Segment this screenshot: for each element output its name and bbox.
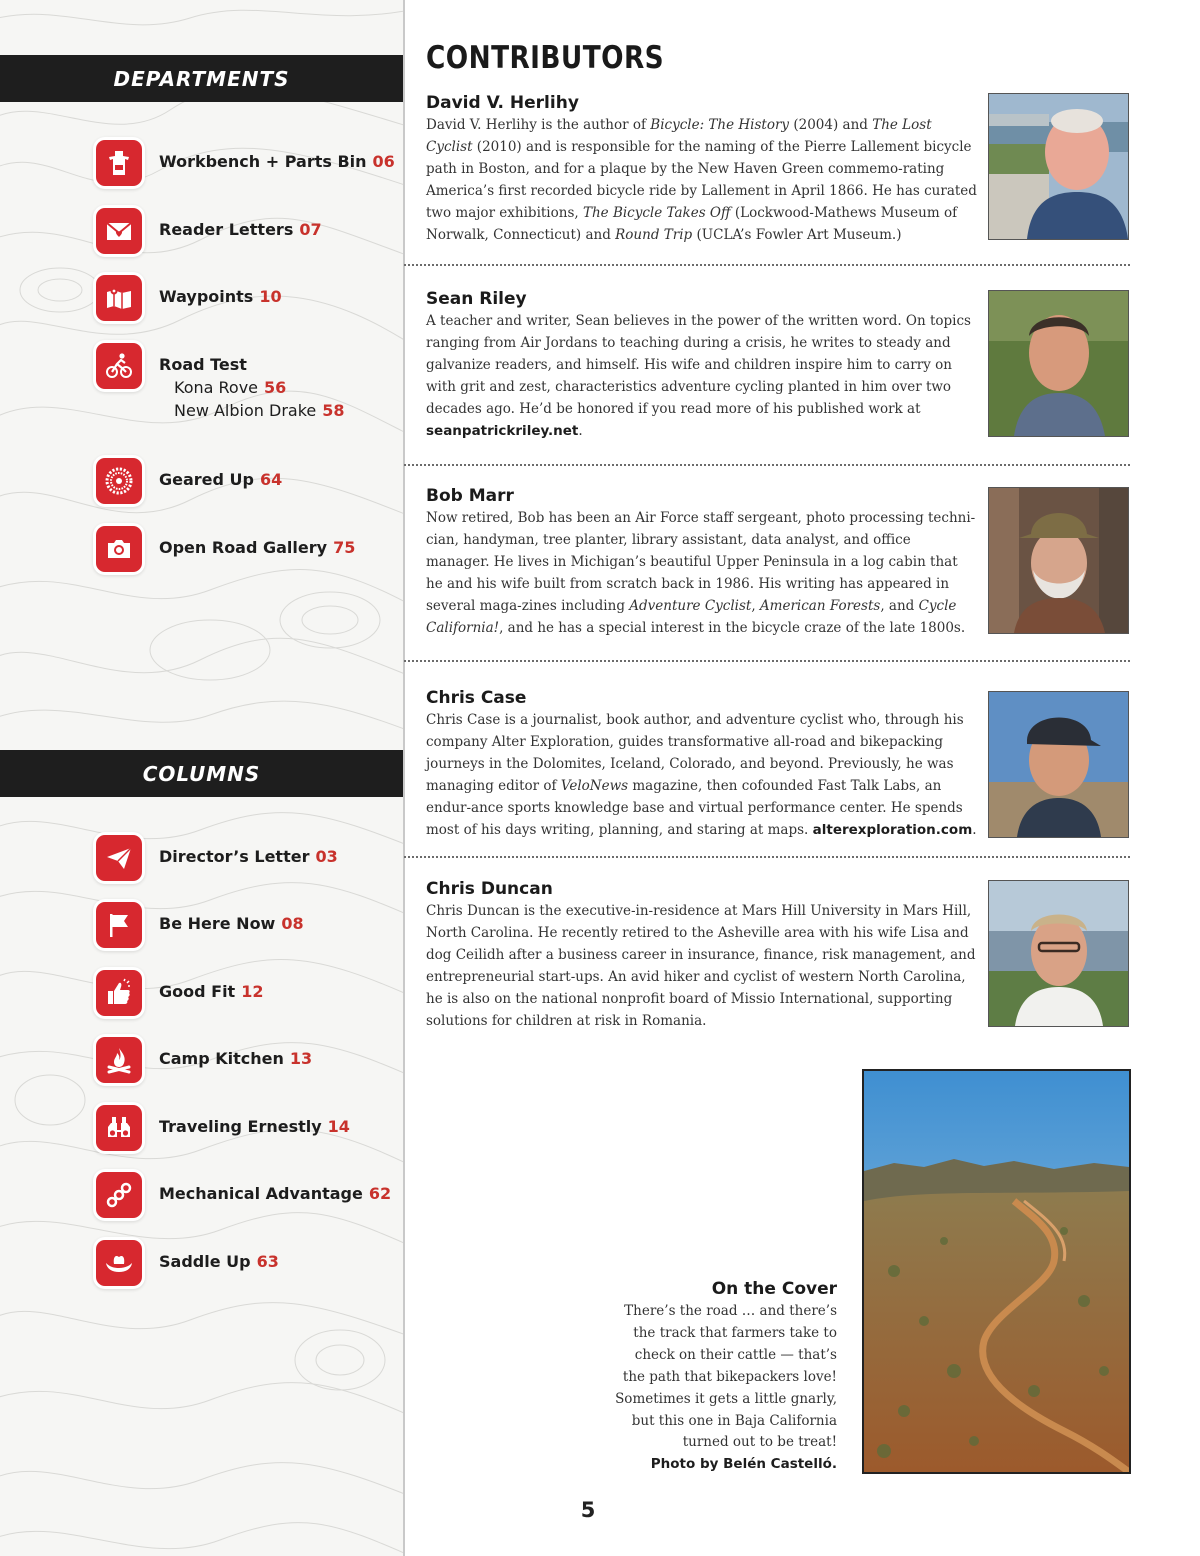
column-label: Saddle Up — [159, 1252, 251, 1271]
contributor-bio — [426, 901, 978, 1032]
column-page: 03 — [315, 847, 338, 866]
department-page: 64 — [260, 470, 283, 489]
subitem-label: Kona Rove — [174, 378, 259, 397]
cover-photo-credit: Photo by Belén Castelló. — [650, 1456, 837, 1473]
column-page: 14 — [327, 1117, 350, 1136]
column-item-mechanical-advantage[interactable] — [96, 1172, 391, 1218]
camera-icon — [96, 526, 142, 572]
contributor-bio — [426, 115, 978, 246]
subitem-page: 58 — [322, 401, 345, 420]
bio-text: , and — [880, 597, 919, 614]
contributor-photo-riley — [988, 290, 1129, 437]
cover-title: On the Cover — [711, 1279, 837, 1299]
bio-text: (2010) and is responsible for the naming of the Pierre Lallement bicycle path in Boston, and for a plaque by the New Haven Green commemo-rating America’s first recorded bicycle ride by Lallement in April 1866. He has curated two major exhibitions, — [426, 138, 977, 221]
binoculars-icon — [96, 1105, 142, 1151]
page-number: 5 — [580, 1498, 596, 1522]
column-label: Traveling Ernestly — [159, 1117, 322, 1136]
column-page: 63 — [256, 1252, 279, 1271]
bio-title: The Lost Cyclist — [426, 117, 932, 155]
apron-icon — [96, 140, 142, 186]
cover-caption-line: check on their cattle — that’s — [634, 1346, 837, 1363]
divider — [404, 264, 1130, 266]
column-label: Be Here Now — [159, 914, 276, 933]
column-page: 62 — [368, 1184, 392, 1203]
subitem-page: 56 — [264, 378, 287, 397]
subitem-label: New Albion Drake — [174, 401, 317, 420]
campfire-icon — [96, 1037, 142, 1083]
departments-title: DEPARTMENTS — [113, 66, 290, 91]
contributor-photo-herlihy — [988, 93, 1129, 240]
department-label: Workbench + Parts Bin — [159, 152, 367, 171]
department-page: 10 — [259, 287, 282, 306]
department-item-reader-letters[interactable] — [96, 208, 322, 254]
columns-header — [0, 750, 403, 797]
department-page: 75 — [333, 538, 356, 557]
bio-text: , and he has a special interest in the bicycle craze of the late 1800s. — [499, 619, 966, 636]
divider — [404, 856, 1130, 858]
bio-title: Bicycle: The History — [650, 117, 790, 133]
thumbs-up-icon — [96, 970, 142, 1016]
contributor-photo-marr — [988, 487, 1129, 634]
contributor-name: Chris Duncan — [426, 879, 553, 899]
sidebar — [0, 0, 405, 1556]
cyclist-icon — [96, 343, 142, 389]
department-item-workbench[interactable] — [96, 140, 395, 186]
cover-caption-line: There’s the road … and there’s — [624, 1303, 837, 1319]
envelope-icon — [96, 208, 142, 254]
column-label: Director’s Letter — [159, 847, 310, 866]
cover-caption-line: the track that farmers take to — [633, 1324, 837, 1341]
column-item-directors-letter[interactable] — [96, 835, 338, 881]
bio-title: Round Trip — [615, 226, 693, 243]
department-page: 07 — [299, 220, 322, 239]
bio-text: (Lockwood-Mathews Museum of Norwalk, Connecticut) and — [426, 204, 958, 243]
bio-link: alterexploration.com — [812, 821, 973, 838]
department-item-open-road-gallery[interactable] — [96, 526, 355, 572]
column-item-saddle-up[interactable] — [96, 1240, 279, 1286]
column-page: 12 — [241, 982, 264, 1001]
department-label: Waypoints — [159, 287, 254, 306]
contributor-photo-duncan — [988, 880, 1129, 1027]
column-label: Mechanical Advantage — [159, 1184, 363, 1203]
contributor-name: David V. Herlihy — [426, 93, 579, 113]
bio-text: , — [751, 597, 760, 614]
bio-title: The Bicycle Takes Off — [582, 204, 731, 221]
department-label: Open Road Gallery — [159, 538, 328, 557]
bio-text: Chris Case is a journalist, book author, and adventure cyclist who, through his company Alter Exploration, guides transformative all-road and bikepacking journeys in the Dolomites, Iceland, Colorado, and beyond. Previously, he was managing editor of — [426, 712, 964, 794]
department-label: Geared Up — [159, 470, 254, 489]
column-item-good-fit[interactable] — [96, 970, 263, 1016]
department-item-road-test[interactable] — [96, 343, 345, 422]
contributor-name: Bob Marr — [426, 486, 514, 506]
divider — [404, 660, 1130, 662]
bio-text: A teacher and writer, Sean believes in the power of the written word. On topics ranging from Air Jordans to teaching during a crisis, he writes to steady and galvanize readers, and himself. His wife and children inspire him to carry on with grit and zest, characteristics adventure cycling planted in him over two decades ago. He’d be honored if you read more of his published work at — [426, 313, 971, 417]
column-label: Camp Kitchen — [159, 1049, 284, 1068]
column-label: Good Fit — [159, 982, 236, 1001]
flag-icon — [96, 902, 142, 948]
department-item-geared-up[interactable] — [96, 458, 282, 504]
cowboy-hat-icon — [96, 1240, 142, 1286]
contributor-photo-case — [988, 691, 1129, 838]
contributor-name: Sean Riley — [426, 289, 527, 309]
bio-title: VeloNews — [560, 777, 629, 794]
map-icon — [96, 275, 142, 321]
bio-text: Chris Duncan is the executive-in-residence at Mars Hill University in Mars Hill, North Carolina. He recently retired to the Asheville area with his wife Lisa and dog Ceilidh after a business career in insurance, finance, risk management, and entrepreneurial start-ups. An avid hiker and cyclist of western North Carolina, he is also on the national nonprofit board of Missio International, supporting solutions for children at risk in Romania. — [426, 903, 976, 1029]
column-item-camp-kitchen[interactable] — [96, 1037, 312, 1083]
contributor-bio — [426, 508, 978, 639]
paper-plane-icon — [96, 835, 142, 881]
department-item-waypoints[interactable] — [96, 275, 282, 321]
subitem-kona-rove[interactable] — [159, 376, 345, 399]
bio-text: (UCLA’s Fowler Art Museum.) — [692, 226, 902, 243]
cog-icon — [96, 458, 142, 504]
cover-caption-line: the path that bikepackers love! — [622, 1368, 837, 1385]
contributor-bio — [426, 311, 978, 442]
cover-caption-line: Sometimes it gets a little gnarly, — [615, 1390, 837, 1407]
column-item-traveling-ernestly[interactable] — [96, 1105, 350, 1151]
department-page: 06 — [372, 152, 395, 171]
department-label: Road Test — [159, 355, 247, 374]
column-page: 08 — [281, 914, 304, 933]
subitem-new-albion-drake[interactable] — [159, 399, 345, 422]
department-label: Reader Letters — [159, 220, 294, 239]
cover-caption — [560, 1278, 837, 1476]
cover-photo — [862, 1069, 1131, 1474]
bio-text: magazine, then cofounded Fast Talk Labs, an endur-ance sports knowledge base and virtual performance center. He spends most of his days writing, planning, and staring at maps. — [426, 777, 963, 838]
column-page: 13 — [289, 1049, 313, 1068]
contributors-title: CONTRIBUTORS — [426, 40, 665, 76]
cover-caption-line: but this one in Baja California — [631, 1412, 837, 1429]
contributor-bio — [426, 710, 978, 841]
bio-text: . — [578, 422, 583, 439]
bio-text: David V. Herlihy is the author of — [426, 117, 651, 133]
cover-body — [560, 1301, 837, 1454]
bio-title: Cycle California! — [426, 597, 957, 636]
bio-link: seanpatrickriley.net — [426, 422, 579, 439]
cover-caption-line: turned out to be treat! — [682, 1434, 837, 1451]
chain-icon — [96, 1172, 142, 1218]
bio-text: (2004) and — [789, 117, 873, 133]
divider — [404, 464, 1130, 466]
bio-text: . — [972, 821, 977, 838]
bio-text: Now retired, Bob has been an Air Force staff sergeant, photo processing techni-cian, handyman, tree planter, library assistant, data analyst, and office manager. He lives in Michigan’s beautiful Upper Peninsula in a log cabin that he and his wife built from scratch back in 1986. His writing has appeared in several maga-zines including — [426, 510, 976, 614]
columns-title: COLUMNS — [142, 761, 261, 786]
bio-title: American Forests — [759, 597, 881, 614]
contributor-name: Chris Case — [426, 688, 527, 708]
departments-header — [0, 55, 403, 102]
bio-title: Adventure Cyclist — [629, 597, 752, 614]
column-item-be-here-now[interactable] — [96, 902, 304, 948]
